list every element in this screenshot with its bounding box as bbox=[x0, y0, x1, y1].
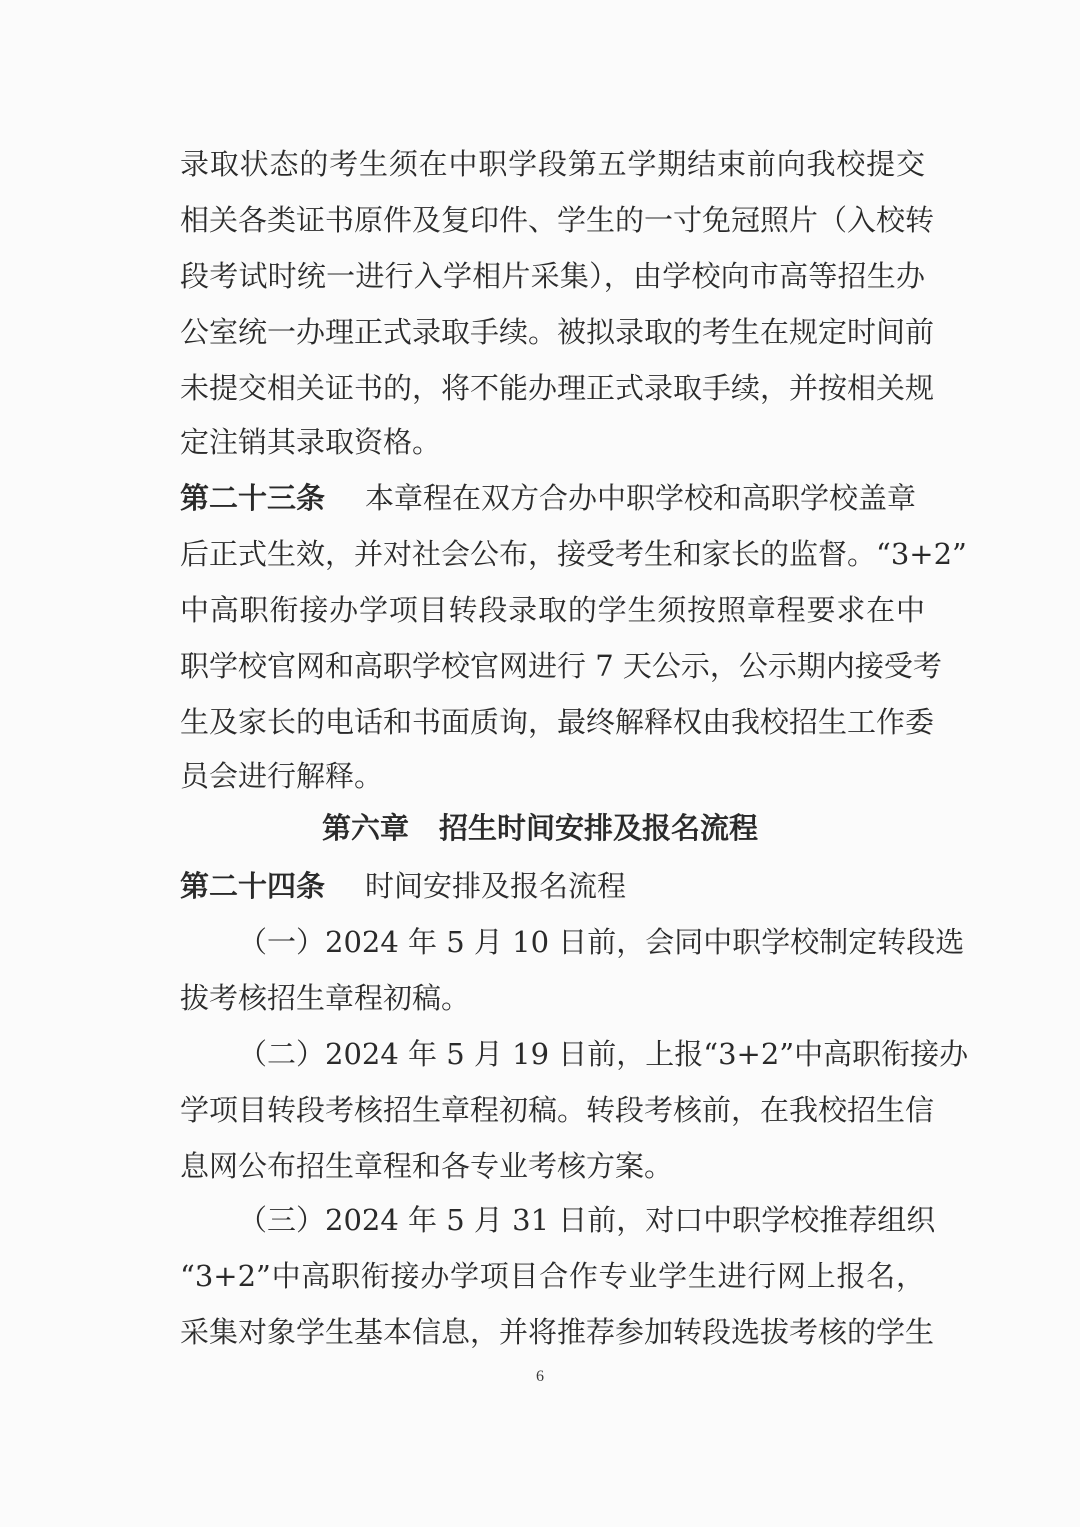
page-number: 6 bbox=[536, 1368, 544, 1385]
article-24-title: 时间安排及报名流程 bbox=[365, 869, 627, 903]
article-23-label: 第二十三条 bbox=[180, 481, 326, 515]
list-item-line: 学项目转段考核招生章程初稿。转段考核前，在我校招生信 bbox=[180, 1093, 935, 1127]
chapter-number: 第六章 bbox=[321, 811, 409, 845]
paragraph-line: 段考试时统一进行入学相片采集），由学校向市高等招生办 bbox=[180, 259, 925, 293]
paragraph-line: 未提交相关证书的，将不能办理正式录取手续，并按相关规 bbox=[180, 371, 935, 405]
paragraph-line: 生及家长的电话和书面质询，最终解释权由我校招生工作委 bbox=[180, 705, 935, 739]
list-item-first-line: （二）2024 年 5 月 19 日前，上报“3+2”中高职衔接办 bbox=[238, 1037, 969, 1071]
list-item-line: 拔考核招生章程初稿。 bbox=[180, 981, 471, 1015]
list-item-line: 采集对象学生基本信息，并将推荐参加转段选拔考核的学生 bbox=[180, 1315, 935, 1349]
list-item-first-line: （三）2024 年 5 月 31 日前，对口中职学校推荐组织 bbox=[238, 1203, 936, 1237]
article-23-heading-line bbox=[180, 480, 925, 516]
paragraph-line: 职学校官网和高职学校官网进行 7 天公示，公示期内接受考 bbox=[180, 649, 942, 683]
paragraph-line: 中高职衔接办学项目转段录取的学生须按照章程要求在中 bbox=[180, 593, 925, 627]
chapter-name: 招生时间安排及报名流程 bbox=[439, 811, 759, 845]
list-item-line: “3+2”中高职衔接办学项目合作专业学生进行网上报名， bbox=[180, 1259, 925, 1293]
article-24-heading-line bbox=[180, 868, 925, 904]
chapter-title bbox=[0, 810, 1080, 846]
list-item-first-line: （一）2024 年 5 月 10 日前，会同中职学校制定转段选 bbox=[238, 925, 965, 959]
paragraph-line: 录取状态的考生须在中职学段第五学期结束前向我校提交 bbox=[180, 147, 925, 181]
article-24-label: 第二十四条 bbox=[180, 869, 326, 903]
article-23-first-line: 本章程在双方合办中职学校和高职学校盖章 bbox=[365, 481, 917, 515]
paragraph-line: 后正式生效，并对社会公布，接受考生和家长的监督。“3+2” bbox=[180, 537, 967, 571]
paragraph-line: 员会进行解释。 bbox=[180, 759, 384, 793]
list-item-line: 息网公布招生章程和各专业考核方案。 bbox=[180, 1149, 674, 1183]
paragraph-line: 定注销其录取资格。 bbox=[180, 425, 442, 459]
paragraph-line: 公室统一办理正式录取手续。被拟录取的考生在规定时间前 bbox=[180, 315, 935, 349]
paragraph-line: 相关各类证书原件及复印件、学生的一寸免冠照片（入校转 bbox=[180, 203, 935, 237]
